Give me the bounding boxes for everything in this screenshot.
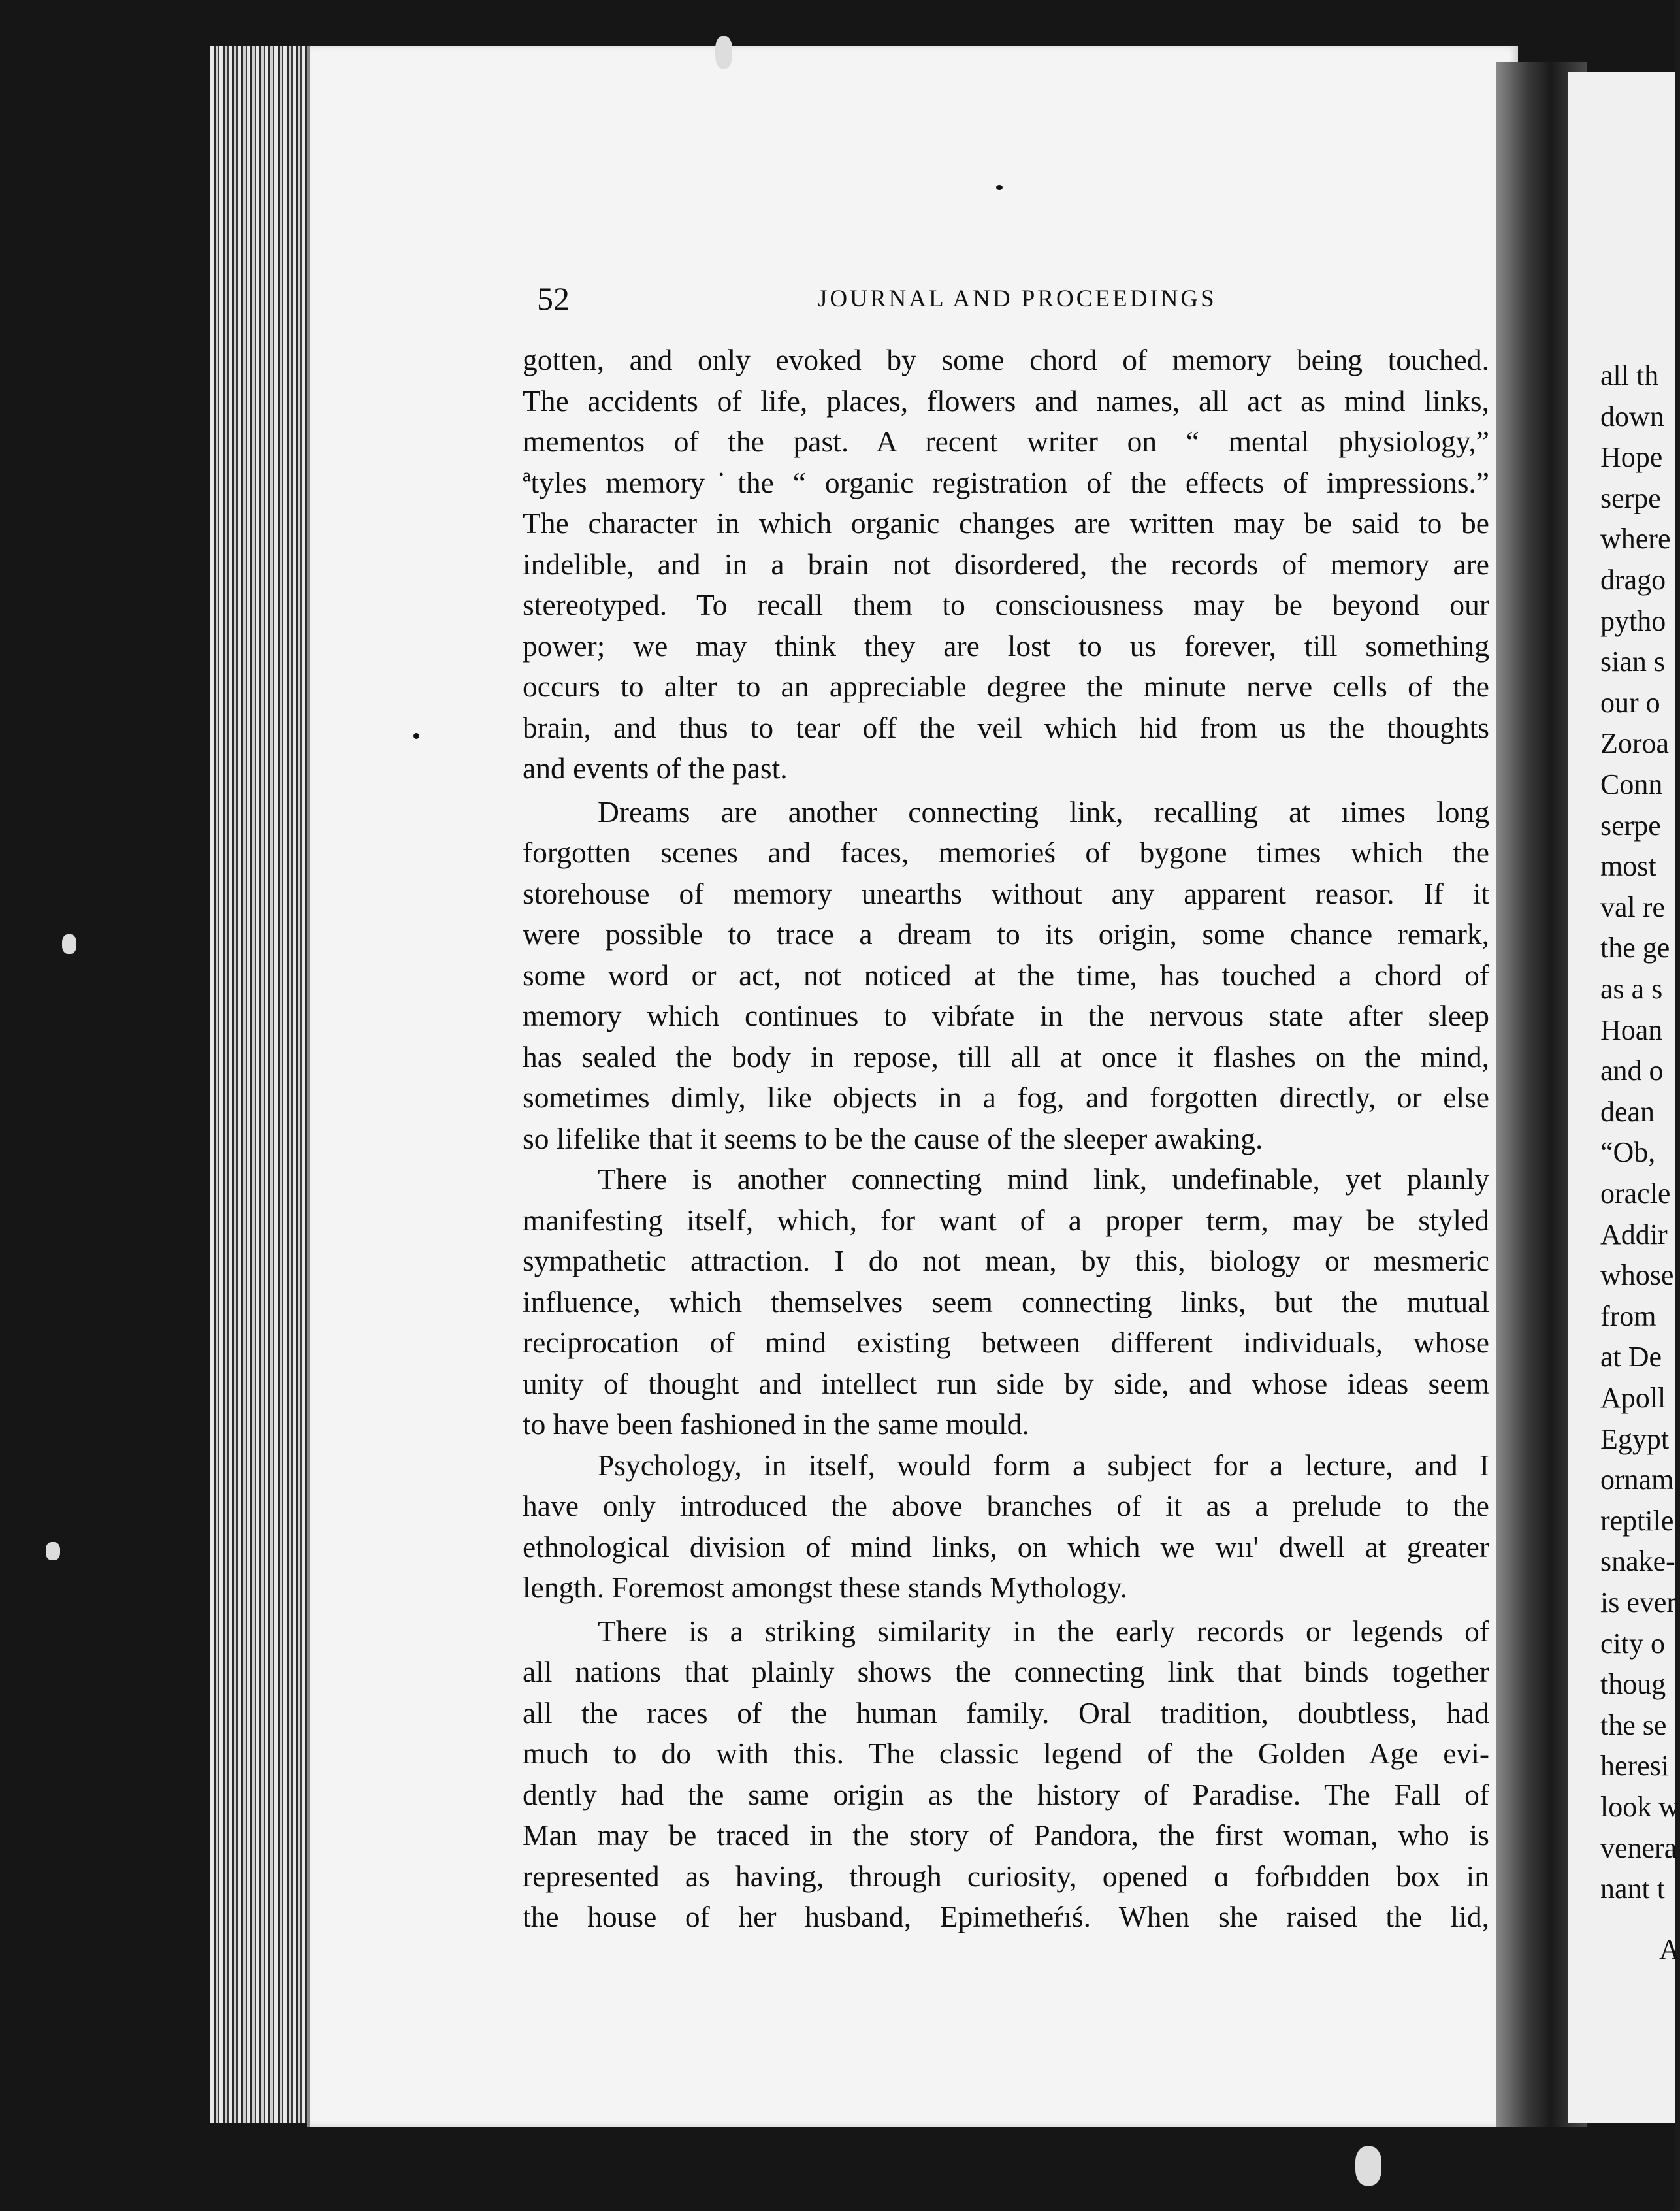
book-page-edges	[210, 46, 308, 2123]
facing-page-line: Apoll	[1600, 1382, 1666, 1414]
text-line: mementos of the past. A recent writer on “ mental physiology,”	[523, 425, 1489, 458]
text-line: length. Foremost amongst these stands Mythology.	[523, 1571, 1127, 1604]
paragraph-first-line: Dreams are another connecting link, recalling at ıimes long	[598, 794, 1489, 828]
facing-page-line: Hoan	[1600, 1013, 1663, 1046]
facing-page-line: Egypt	[1600, 1422, 1670, 1455]
text-line: were possible to trace a dream to its origin, some chance remark,	[523, 917, 1489, 951]
facing-page-line: “Ob,	[1600, 1136, 1656, 1169]
text-line: influence, which themselves seem connecting links, but the mutual	[523, 1285, 1489, 1318]
facing-page-line: drago	[1600, 564, 1666, 596]
facing-page-line: dean	[1600, 1095, 1655, 1128]
scan-speck	[715, 36, 732, 69]
text-line: ethnological division of mind links, on which we wıı' dwell at greater	[523, 1530, 1489, 1564]
text-line: much to do with this. The classic legend of the Golden Age evi-	[523, 1737, 1489, 1770]
facing-page-line: thoug	[1600, 1668, 1666, 1701]
facing-page-line: reptile	[1600, 1504, 1674, 1537]
text-line: some word or act, not noticed at the time, has touched a chord of	[523, 958, 1489, 992]
scan-speck	[46, 1542, 60, 1560]
text-line: and events of the past.	[523, 751, 788, 785]
facing-page-line: whose	[1600, 1259, 1674, 1292]
scan-speck	[413, 733, 419, 739]
facing-page-line: all th	[1600, 359, 1659, 391]
facing-page-line: A	[1659, 1933, 1680, 1965]
paragraph-first-line: There is a striking similarity in the early records or legends of	[598, 1614, 1489, 1648]
facing-page-line: serpe	[1600, 482, 1661, 514]
facing-page-line: the ge	[1600, 932, 1670, 964]
text-line: occurs to alter to an appreciable degree the minute nerve cells of the	[523, 670, 1489, 703]
facing-page-line: look w	[1600, 1791, 1679, 1823]
text-line: all the races of the human family. Oral tradition, doubtless, had	[523, 1695, 1489, 1729]
text-line: forgotten scenes and faces, memorieś of bygone times which the	[523, 836, 1489, 869]
text-line: represented as having, through curiosity, opened ɑ foŕbıdden box in	[523, 1859, 1489, 1893]
facing-page-line: sian s	[1600, 646, 1665, 678]
text-line: has sealed the body in repose, till all at once it flashes on the mind,	[523, 1040, 1489, 1073]
facing-page-line: is ever	[1600, 1586, 1677, 1618]
facing-page-line: our o	[1600, 686, 1660, 719]
facing-page-line: val re	[1600, 891, 1665, 923]
text-line: Man may be traced in the story of Pandora, the first woman, who is	[523, 1818, 1489, 1852]
journal-title: JOURNAL AND PROCEEDINGS	[818, 286, 1217, 312]
text-line: so lifelike that it seems to be the cause of the sleeper awaking.	[523, 1121, 1263, 1155]
text-line: indelible, and in a brain not disordered, the records of memory are	[523, 547, 1489, 581]
text-line: to have been fashioned in the same mould.	[523, 1407, 1029, 1441]
text-line: reciprocation of mind existing between different individuals, whose	[523, 1326, 1489, 1359]
facing-page-line: down	[1600, 400, 1664, 433]
facing-page-line: pytho	[1600, 604, 1666, 637]
text-line: dently had the same origin as the history of Paradise. The Fall of	[523, 1777, 1489, 1811]
text-line: sometimes dimly, like objects in a fog, and forgotten directly, or else	[523, 1081, 1489, 1114]
facing-page-line: oracle	[1600, 1177, 1671, 1209]
facing-page-line: venera	[1600, 1831, 1677, 1864]
scan-speck	[1355, 2146, 1381, 2186]
facing-page-line: nant t	[1600, 1873, 1665, 1905]
facing-page-line: serpe	[1600, 809, 1661, 842]
text-line: power; we may think they are lost to us forever, till something	[523, 629, 1489, 663]
text-line: memory which continues to vibŕate in the nervous state after sleep	[523, 999, 1489, 1032]
facing-page-line: heresi	[1600, 1750, 1670, 1782]
facing-page-line: ornam	[1600, 1464, 1674, 1496]
facing-page-line: Addir	[1600, 1218, 1668, 1251]
text-line: have only introduced the above branches of it as a prelude to the	[523, 1489, 1489, 1522]
text-line: brain, and thus to tear off the veil which hid from us the thoughts	[523, 710, 1489, 744]
facing-page-line: Hope	[1600, 441, 1663, 474]
body-text	[523, 340, 1489, 1938]
text-line: ªtyles memory˙the “ organic registration of the effects of impressions.”	[523, 465, 1489, 499]
text-line: manifesting itself, which, for want of a proper term, may be styled	[523, 1203, 1489, 1237]
text-line: stereotyped. To recall them to consciousness may be beyond our	[523, 588, 1489, 621]
text-line: unity of thought and intellect run side by side, and whose ideas seem	[523, 1366, 1489, 1400]
facing-page-line: most	[1600, 850, 1656, 883]
scan-speck	[996, 185, 1003, 190]
facing-page-line: city o	[1600, 1627, 1665, 1660]
text-line: gotten, and only evoked by some chord of memory being touched.	[523, 343, 1489, 376]
facing-page	[1568, 72, 1680, 2123]
text-line: the house of her husband, Epimetheŕıś. When she raised the lid,	[523, 1900, 1489, 1933]
running-head	[537, 280, 1491, 319]
text-line: all nations that plainly shows the connecting link that binds together	[523, 1655, 1489, 1688]
facing-page-line: and o	[1600, 1055, 1664, 1087]
facing-page-line: Zoroa	[1600, 727, 1670, 760]
text-line: The accidents of life, places, flowers and names, all act as mind links,	[523, 384, 1489, 418]
facing-page-line: snake-	[1600, 1545, 1675, 1578]
text-line: The character in which organic changes are written may be said to be	[523, 506, 1489, 540]
facing-page-line: Conn	[1600, 768, 1663, 800]
facing-page-line: the se	[1600, 1709, 1667, 1741]
facing-page-line: at De	[1600, 1341, 1662, 1373]
facing-page-line: from	[1600, 1300, 1656, 1332]
text-line: sympathetic attraction. I do not mean, by this, biology or mesmeric	[523, 1244, 1489, 1277]
paragraph-first-line: Psychology, in itself, would form a subject for a lecture, and I	[598, 1448, 1489, 1482]
scan-speck	[62, 934, 76, 954]
text-line: storehouse of memory unearths without any apparent reasoг. If it	[523, 876, 1489, 910]
paragraph-first-line: There is another connecting mind link, undefinable, yet plaınly	[598, 1162, 1489, 1196]
facing-page-line: where	[1600, 523, 1671, 555]
page-number: 52	[537, 280, 570, 317]
facing-page-line: as a s	[1600, 973, 1663, 1005]
